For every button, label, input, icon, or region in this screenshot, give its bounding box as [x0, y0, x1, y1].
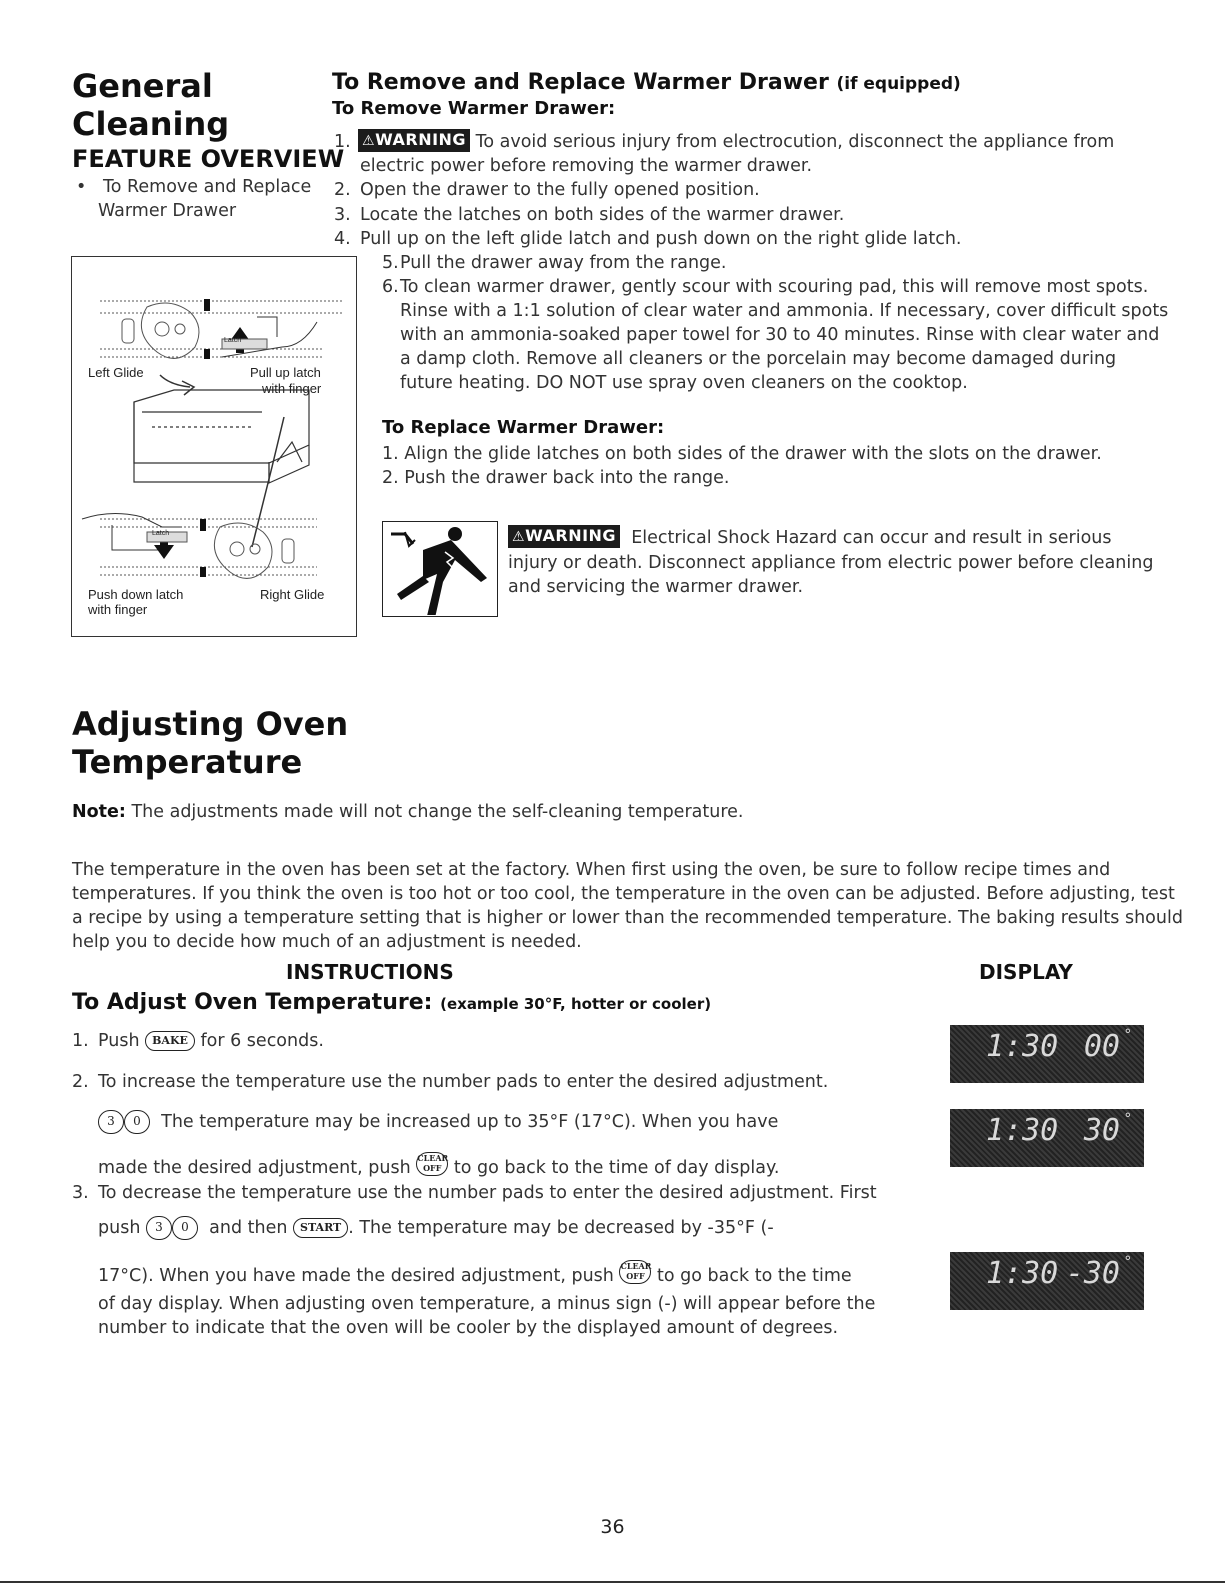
- figure-label-latch-bottom: Latch: [152, 530, 170, 537]
- feature-bullet-line2: Warmer Drawer: [98, 201, 237, 221]
- section-title-cleaning: Cleaning: [72, 105, 230, 143]
- remove-step-6-line3: with an ammonia-soaked paper towel for 30 to 40 minutes. Rinse with clear water and: [400, 325, 1160, 345]
- warning-triangle-icon: ⚠: [362, 133, 376, 149]
- adjust-step-2-line2: 3 0 The temperature may be increased up to 35°F (17°C). When you have: [98, 1110, 778, 1134]
- section-title-general: General: [72, 67, 213, 105]
- adjust-step-3-line5: number to indicate that the oven will be cooler by the displayed amount of degrees.: [98, 1318, 839, 1338]
- display-panel-2: 1:30 30 °: [950, 1109, 1144, 1167]
- shock-warning-line3: and servicing the warmer drawer.: [508, 577, 804, 597]
- adjust-step-2-line3: made the desired adjustment, push CLEAR OFF to go back to the time of day display.: [98, 1153, 780, 1178]
- section-title-adjusting: Adjusting Oven: [72, 705, 349, 743]
- remove-step-6: 6.To clean warmer drawer, gently scour with scouring pad, this will remove most spots.: [382, 277, 1149, 297]
- key-3-b: 3: [146, 1216, 172, 1240]
- display-panel-3: 1:30 -30 °: [950, 1252, 1144, 1310]
- replace-heading: To Replace Warmer Drawer:: [382, 417, 665, 438]
- bullet-icon: •: [76, 177, 87, 197]
- intro-paragraph-line2: temperatures. If you think the oven is too hot or too cool, the temperature in the oven can be adjusted. Before adjusting, test: [72, 884, 1175, 904]
- electrical-shock-icon: [383, 522, 496, 615]
- remove-step-6-line4: a damp cloth. Remove all cleaners or the porcelain may become damaged during: [400, 349, 1117, 369]
- figure-label-right-glide: Right Glide: [260, 587, 325, 602]
- remove-heading: To Remove Warmer Drawer:: [332, 98, 616, 119]
- adjust-step-3: 3. To decrease the temperature use the number pads to enter the desired adjustment. First: [72, 1183, 877, 1203]
- intro-paragraph-line3: a recipe by using a temperature setting that is higher or lower than the recommended temperature. The baking results should: [72, 908, 1183, 928]
- intro-paragraph-line1: The temperature in the oven has been set at the factory. When first using the oven, be sure to follow recipe times and: [72, 860, 1111, 880]
- key-0: 0: [124, 1110, 150, 1134]
- warmer-drawer-figure: [71, 256, 357, 637]
- feature-bullet: • To Remove and Replace: [76, 177, 312, 197]
- instructions-heading: INSTRUCTIONS: [286, 960, 454, 984]
- replace-step-1: 1. Align the glide latches on both sides of the drawer with the slots on the drawer.: [382, 444, 1102, 464]
- key-3: 3: [98, 1110, 124, 1134]
- remove-step-5: 5.Pull the drawer away from the range.: [382, 253, 727, 273]
- adjust-step-1: 1. Push BAKE for 6 seconds.: [72, 1031, 324, 1051]
- remove-step-1-line2: electric power before removing the warmer drawer.: [360, 156, 813, 176]
- adjust-step-3-line3: 17°C). When you have made the desired adjustment, push CLEAR OFF to go back to the time: [98, 1261, 852, 1286]
- warning-triangle-icon-2: ⚠: [512, 529, 526, 545]
- figure-label-latch-top: Latch: [224, 337, 242, 344]
- clear-off-key: CLEAR OFF: [416, 1152, 448, 1176]
- adjust-subheading: To Adjust Oven Temperature: (example 30°F, hotter or cooler): [72, 990, 712, 1015]
- display-panel-1: 1:30 00 °: [950, 1025, 1144, 1083]
- remove-step-6-line5: future heating. DO NOT use spray oven cleaners on the cooktop.: [400, 373, 968, 393]
- replace-step-2: 2. Push the drawer back into the range.: [382, 468, 730, 488]
- warning-badge: ⚠WARNING: [358, 129, 470, 152]
- shock-warning-line1: ⚠WARNING Electrical Shock Hazard can occur and result in serious: [508, 525, 1112, 550]
- remove-step-2: 2. Open the drawer to the fully opened position.: [334, 180, 760, 200]
- figure-label-pull-up-2: with finger: [262, 381, 322, 396]
- adjust-step-2: 2. To increase the temperature use the number pads to enter the desired adjustment.: [72, 1072, 829, 1092]
- key-0-b: 0: [172, 1216, 198, 1240]
- remove-step-1: 1. ⚠WARNING To avoid serious injury from electrocution, disconnect the appliance from: [334, 130, 1115, 152]
- adjust-step-3-line4: of day display. When adjusting oven temperature, a minus sign (-) will appear before the: [98, 1294, 876, 1314]
- adjust-step-3-line2: push 3 0 and then START . The temperature may be decreased by -35°F (-: [98, 1218, 774, 1238]
- warmer-drawer-title: To Remove and Replace Warmer Drawer (if equipped): [332, 70, 961, 95]
- start-key: START: [293, 1218, 348, 1238]
- figure-label-left-glide: Left Glide: [88, 365, 144, 380]
- remove-step-4: 4. Pull up on the left glide latch and push down on the right glide latch.: [334, 229, 962, 249]
- display-heading: DISPLAY: [979, 960, 1073, 984]
- shock-warning-line2: injury or death. Disconnect appliance from electric power before cleaning: [508, 553, 1154, 573]
- figure-label-push-down-2: with finger: [88, 602, 148, 617]
- warning-badge-2: ⚠WARNING: [508, 525, 620, 548]
- section-title-temperature: Temperature: [72, 743, 303, 781]
- bake-key: BAKE: [145, 1031, 195, 1051]
- intro-paragraph-line4: help you to decide how much of an adjustment is needed.: [72, 932, 582, 952]
- shock-hazard-icon-box: [382, 521, 498, 617]
- clear-off-key-2: CLEAR OFF: [619, 1260, 651, 1284]
- bottom-rule: [0, 1581, 1225, 1583]
- remove-step-6-line2: Rinse with a 1:1 solution of clear water and ammonia. If necessary, cover difficult spots: [400, 301, 1169, 321]
- warmer-drawer-illustration: [72, 257, 355, 635]
- figure-label-pull-up: Pull up latch: [250, 365, 321, 380]
- remove-step-3: 3. Locate the latches on both sides of the warmer drawer.: [334, 205, 845, 225]
- note-line: Note: The adjustments made will not change the self-cleaning temperature.: [72, 802, 744, 822]
- page-number: 36: [600, 1516, 625, 1538]
- feature-overview-heading: FEATURE OVERVIEW: [72, 145, 345, 173]
- figure-label-push-down: Push down latch: [88, 587, 184, 602]
